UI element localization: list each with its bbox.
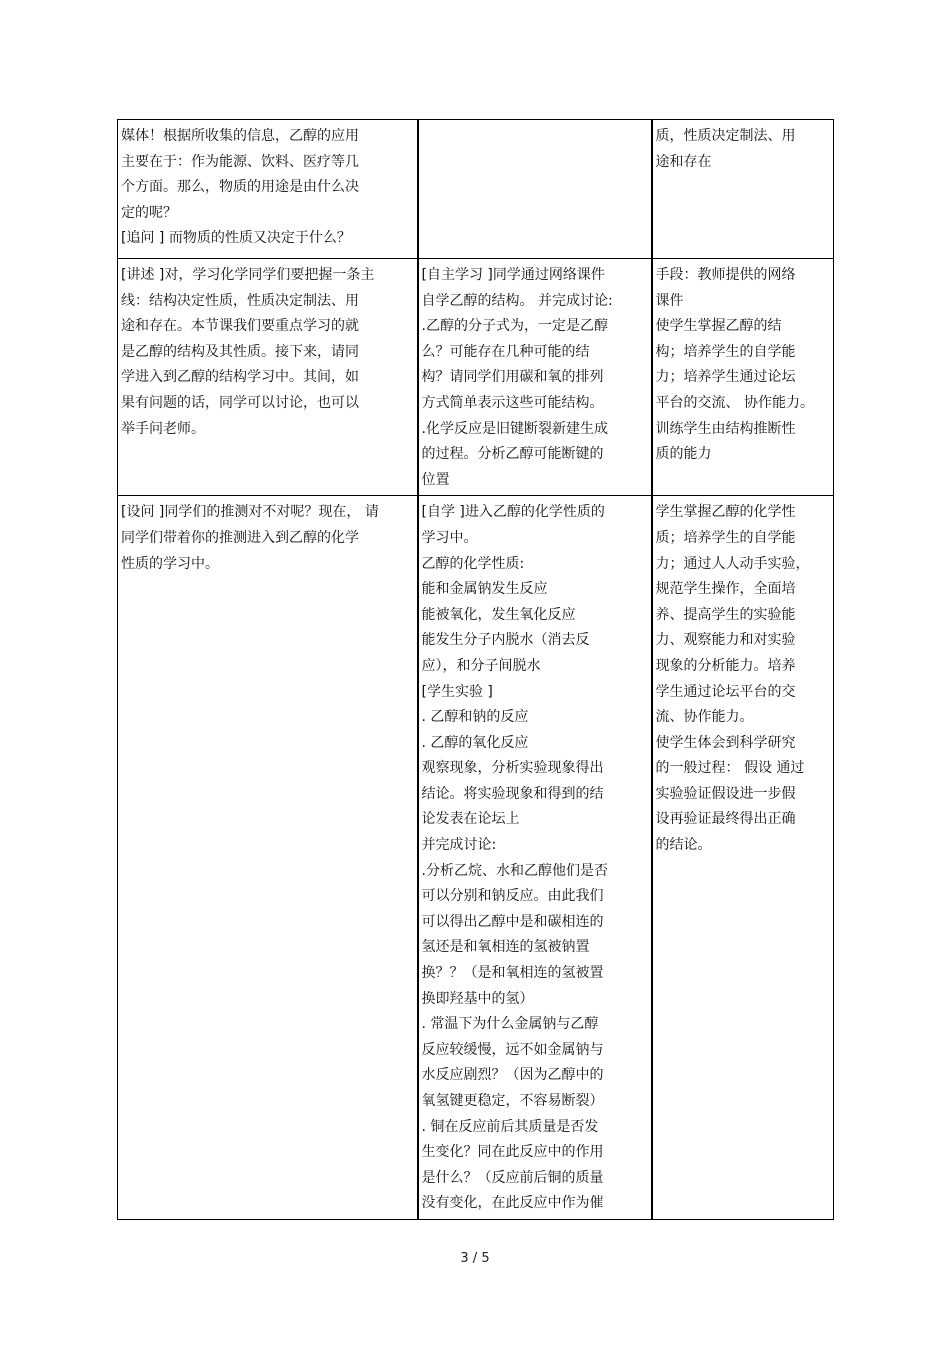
cell-text-line: 质的能力 bbox=[655, 446, 712, 463]
cell-text-line: 训练学生由结构推断性 bbox=[655, 420, 796, 437]
cell-text-line: [追问 ] 而物质的性质又决定于什么？ bbox=[121, 230, 351, 247]
cell-text-line: 位置 bbox=[421, 471, 450, 488]
cell-text-line: 果有问题的话，同学可以讨论，也可以 bbox=[121, 394, 359, 411]
cell-text-line: [自主学习 ]同学通过网络课件 bbox=[421, 267, 605, 283]
cell-text-line: 质；培养学生的自学能 bbox=[655, 529, 796, 546]
cell-text-line: 学生掌握乙醇的化学性 bbox=[655, 504, 796, 521]
table-row bbox=[118, 120, 834, 259]
cell-text-line: 水反应剧烈？（因为乙醇中的 bbox=[421, 1067, 604, 1084]
design-intent-cell bbox=[652, 120, 834, 259]
cell-text-line: 乙醇的化学性质: bbox=[421, 555, 525, 572]
student-activity-cell bbox=[418, 259, 652, 496]
cell-text-line: [设问 ]同学们的推测对不对呢？现在， 请 bbox=[121, 504, 379, 521]
cell-text-line: 换即羟基中的氢） bbox=[421, 990, 534, 1007]
cell-text-line: 学生通过论坛平台的交 bbox=[655, 683, 796, 700]
cell-text-line: 构；培养学生的自学能 bbox=[655, 343, 796, 360]
cell-text-line: 结论。将实验现象和得到的结 bbox=[421, 785, 604, 802]
cell-text-line: 实验验证假设进一步假 bbox=[655, 785, 796, 802]
cell-text-line: [讲述 ]对，学习化学同学们要把握一条主 bbox=[121, 267, 375, 283]
cell-text-line: .分析乙烷、水和乙醇他们是否 bbox=[421, 862, 608, 879]
cell-text-line: 途和存在 bbox=[655, 153, 712, 170]
cell-text-line: 媒体！根据所收集的信息，乙醇的应用 bbox=[121, 128, 359, 144]
page-number: 3 / 5 bbox=[460, 1251, 490, 1266]
lesson-plan-table bbox=[117, 119, 834, 1220]
cell-text-line: . 常温下为什么金属钠与乙醇 bbox=[421, 1016, 599, 1033]
cell-text-line: 途和存在。本节课我们要重点学习的就 bbox=[121, 318, 359, 335]
cell-text-line: 反应较缓慢，远不如金属钠与 bbox=[421, 1041, 604, 1058]
design-intent-cell bbox=[652, 496, 834, 1220]
cell-text-line: 流、协作能力。 bbox=[655, 709, 754, 726]
cell-text-line: 是乙醇的结构及其性质。接下来，请同 bbox=[121, 343, 359, 360]
cell-text-line: 学进入到乙醇的结构学习中。其间，如 bbox=[121, 369, 359, 386]
cell-text-line: 观察现象，分析实验现象得出 bbox=[421, 760, 604, 777]
cell-text-line: 使学生掌握乙醇的结 bbox=[655, 318, 782, 335]
design-intent-cell bbox=[652, 259, 834, 496]
student-activity-cell bbox=[418, 120, 652, 259]
cell-text-line: 的过程。分析乙醇可能断键的 bbox=[421, 446, 604, 463]
cell-text-line: 定的呢？ bbox=[121, 204, 177, 221]
cell-text-line: 线：结构决定性质，性质决定制法、用 bbox=[121, 292, 359, 309]
cell-text-line: 力；培养学生通过论坛 bbox=[655, 369, 796, 386]
cell-text-line: 并完成讨论: bbox=[421, 837, 497, 854]
cell-text-line: 构？请同学们用碳和氧的排列 bbox=[421, 369, 604, 386]
cell-text-line: 学习中。 bbox=[421, 529, 478, 546]
cell-text-line: 力、观察能力和对实验 bbox=[655, 632, 796, 649]
cell-text-line: .化学反应是旧键断裂新建生成 bbox=[421, 420, 608, 437]
cell-text-line: 的一般过程： 假设 通过 bbox=[655, 760, 805, 777]
cell-text-line: 是什么？（反应前后铜的质量 bbox=[421, 1169, 604, 1186]
student-activity-cell bbox=[418, 496, 652, 1220]
cell-text-line: . 铜在反应前后其质量是否发 bbox=[421, 1118, 599, 1135]
cell-text-line: 论发表在论坛上 bbox=[421, 811, 520, 828]
teacher-activity-cell bbox=[118, 496, 418, 1220]
cell-text-line: 可以分别和钠反应。由此我们 bbox=[421, 888, 604, 905]
cell-text-line: 平台的交流、 协作能力。 bbox=[655, 394, 814, 411]
cell-text-line: 氧氢键更稳定，不容易断裂） bbox=[421, 1093, 604, 1109]
cell-text-line: 养、提高学生的实验能 bbox=[655, 606, 796, 623]
cell-text-line: 现象的分析能力。培养 bbox=[655, 657, 796, 674]
teacher-activity-cell bbox=[118, 259, 418, 496]
cell-text-line: [学生实验 ] bbox=[421, 683, 493, 700]
teacher-activity-cell bbox=[118, 120, 418, 259]
cell-text-line: [自学 ]进入乙醇的化学性质的 bbox=[421, 504, 605, 521]
cell-text-line: 应），和分子间脱水 bbox=[421, 657, 541, 674]
cell-text-line: 没有变化，在此反应中作为催 bbox=[421, 1195, 604, 1212]
cell-text-line: 课件 bbox=[655, 292, 684, 309]
cell-text-line: 能发生分子内脱水（消去反 bbox=[421, 632, 590, 649]
cell-text-line: 力；通过人人动手实验， bbox=[655, 555, 810, 572]
cell-text-line: 使学生体会到科学研究 bbox=[655, 734, 796, 751]
cell-text-line: 的结论。 bbox=[655, 837, 712, 854]
cell-text-line: 么？可能存在几种可能的结 bbox=[421, 343, 590, 360]
cell-text-line: 手段：教师提供的网络 bbox=[655, 267, 796, 283]
cell-text-line: 氢还是和氧相连的氢被钠置 bbox=[421, 939, 590, 956]
cell-text-line: 能被氧化，发生氧化反应 bbox=[421, 606, 576, 623]
cell-text-line: 自学乙醇的结构。 并完成讨论: bbox=[421, 292, 613, 309]
cell-text-line: 换？？（是和氧相连的氢被置 bbox=[421, 965, 604, 982]
table-row bbox=[118, 259, 834, 496]
cell-text-line: 主要在于：作为能源、饮料、医疗等几 bbox=[121, 153, 359, 170]
cell-text-line: . 乙醇的氧化反应 bbox=[421, 734, 529, 751]
cell-text-line: 可以得出乙醇中是和碳相连的 bbox=[421, 913, 604, 930]
cell-text-line: 设再验证最终得出正确 bbox=[655, 811, 796, 828]
cell-text-line: 生变化？同在此反应中的作用 bbox=[421, 1144, 604, 1161]
cell-text-line: 能和金属钠发生反应 bbox=[421, 581, 548, 598]
cell-text-line: 性质的学习中。 bbox=[121, 555, 219, 572]
cell-text-line: 同学们带着你的推测进入到乙醇的化学 bbox=[121, 529, 359, 546]
cell-text-line: 个方面。那么，物质的用途是由什么决 bbox=[121, 179, 359, 196]
cell-text-line: . 乙醇和钠的反应 bbox=[421, 709, 529, 726]
cell-text-line: 规范学生操作，全面培 bbox=[655, 581, 796, 598]
cell-text-line: 举手问老师。 bbox=[121, 420, 205, 437]
cell-text-line: 方式简单表示这些可能结构。 bbox=[421, 394, 604, 411]
cell-text-line: 质，性质决定制法、用 bbox=[655, 128, 796, 144]
table-row bbox=[118, 496, 834, 1220]
cell-text-line: .乙醇的分子式为，一定是乙醇 bbox=[421, 318, 608, 335]
